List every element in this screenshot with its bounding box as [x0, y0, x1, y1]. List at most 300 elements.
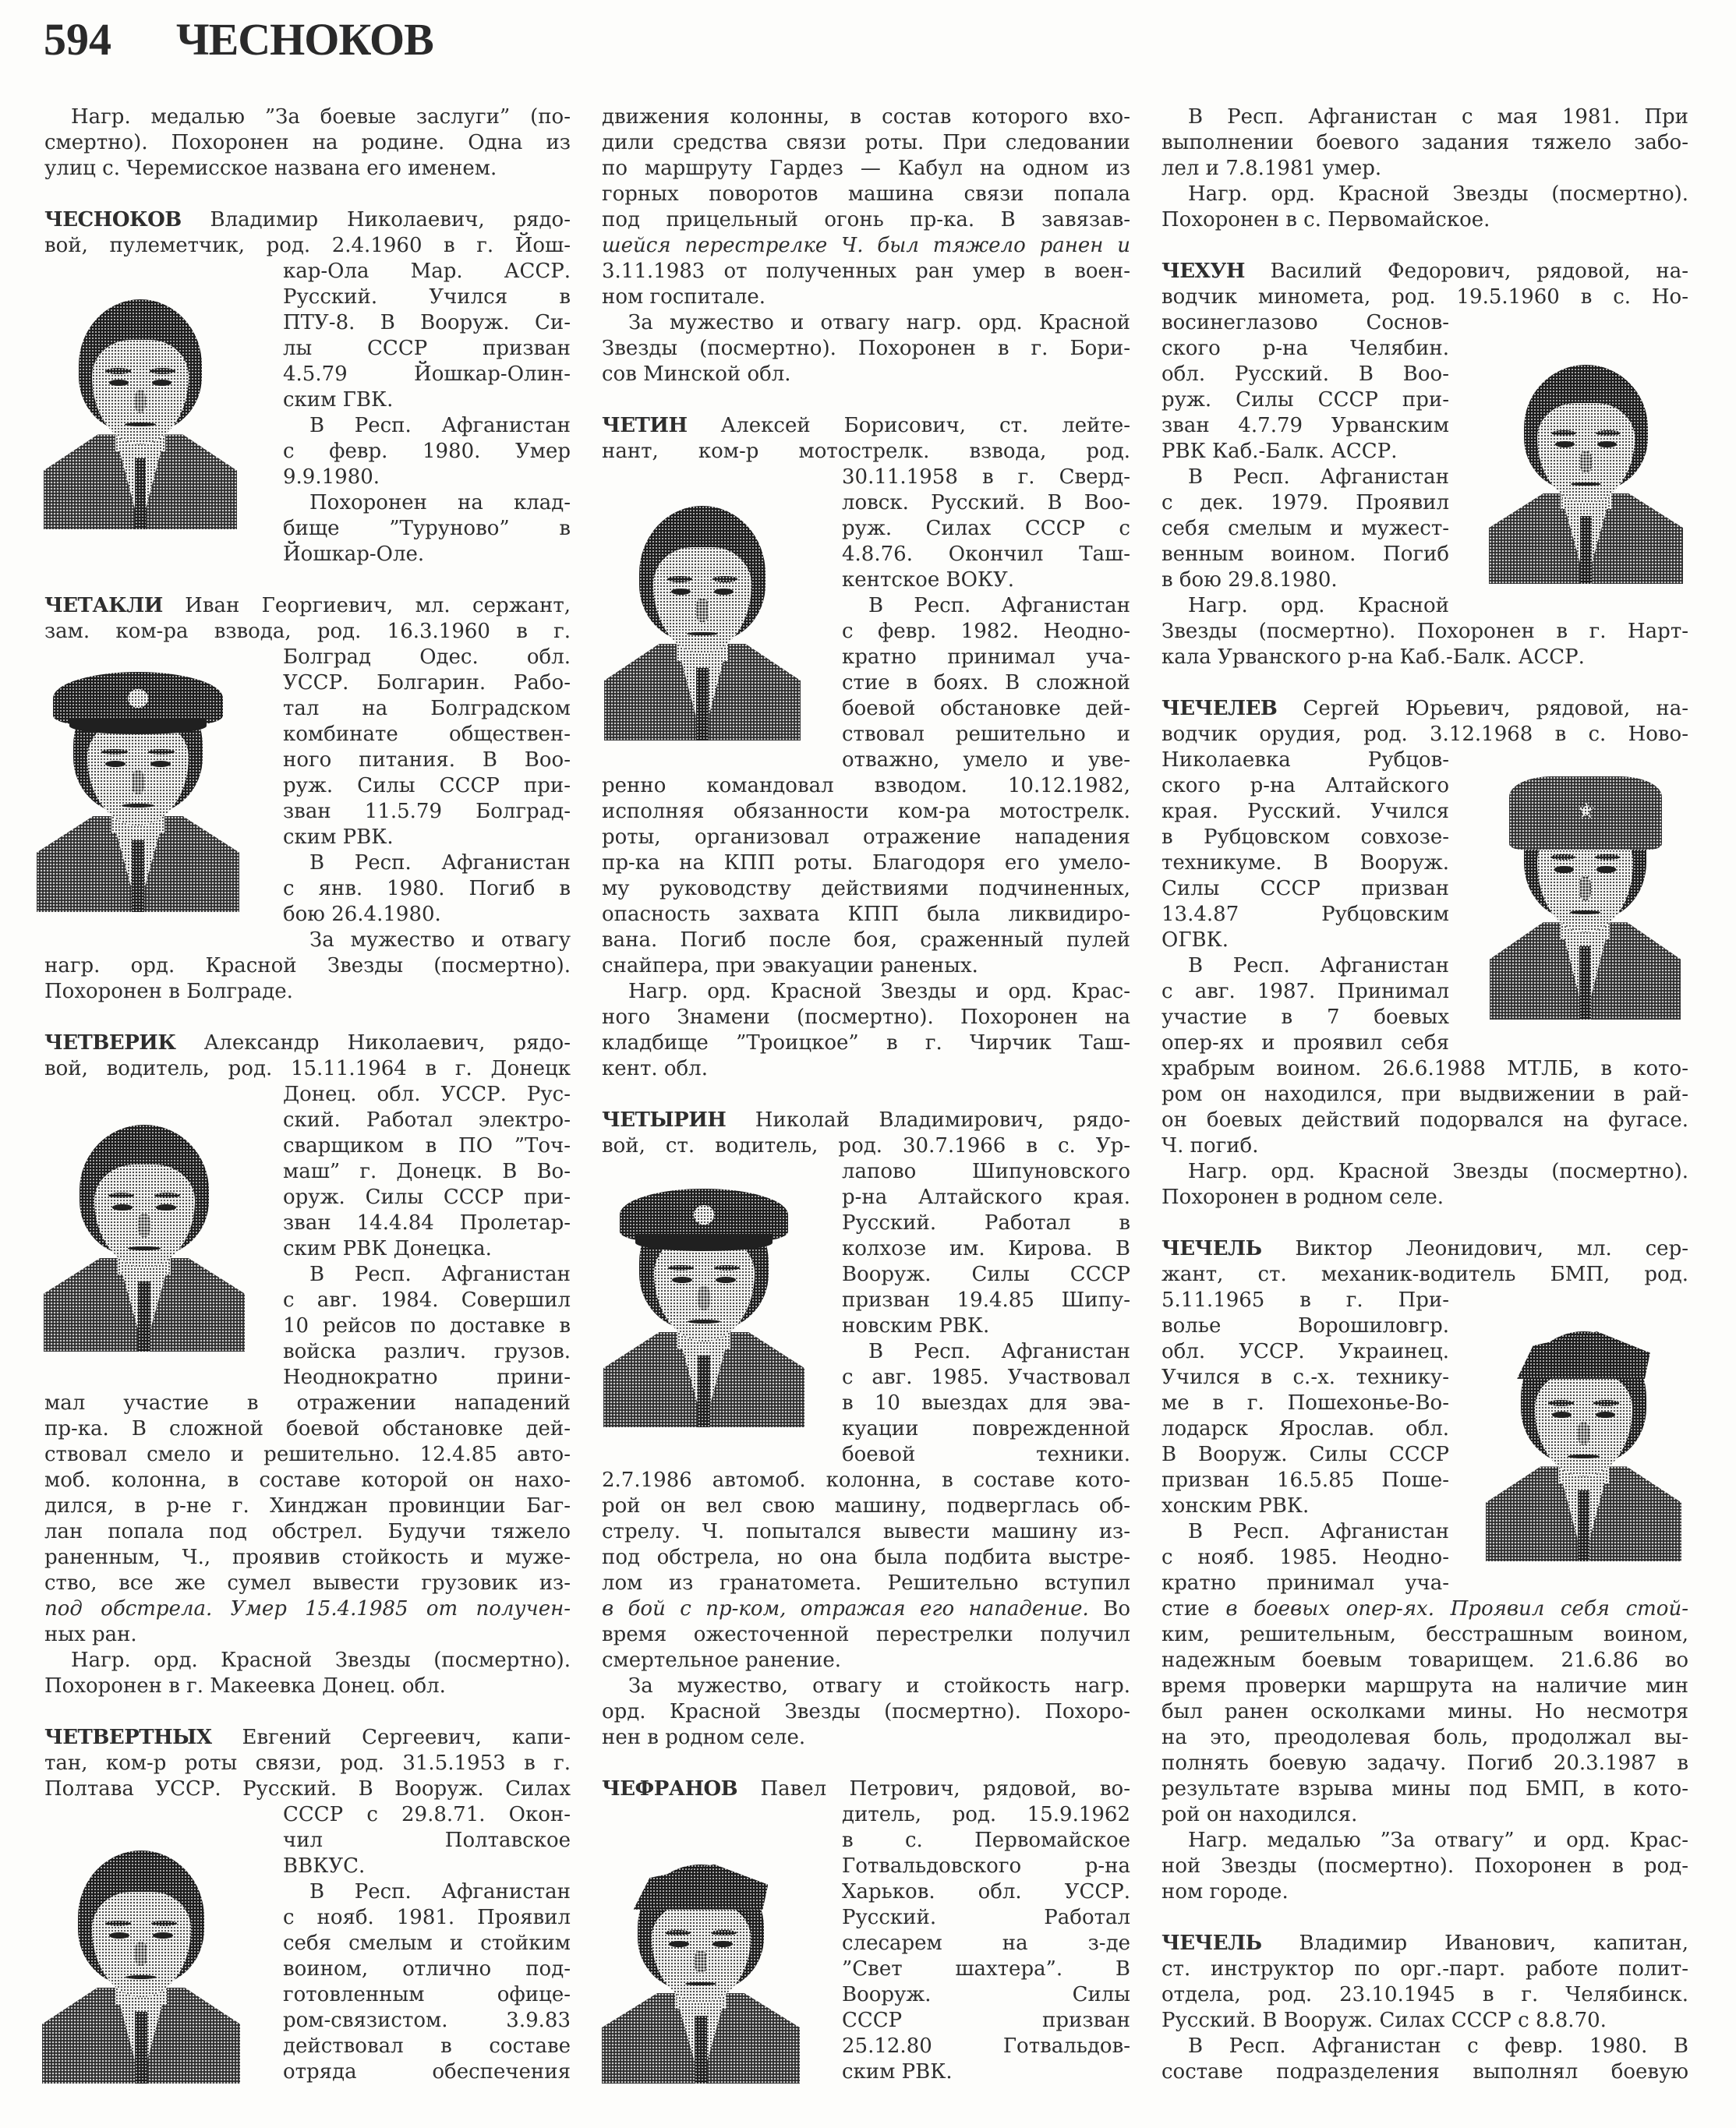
text-segment: Нагр. орд. Красной Звезды (посмертно). — [1188, 182, 1688, 206]
text-line — [44, 1056, 571, 1082]
portrait-pilotka — [634, 1865, 769, 1910]
line-text — [602, 337, 1130, 360]
text-line — [1161, 1468, 1449, 1493]
line-text — [1161, 1546, 1449, 1569]
text-segment: лы СССР призван — [283, 337, 571, 360]
line-text — [1188, 2034, 1688, 2058]
text-segment: оруж. Силы СССР при- — [283, 1186, 571, 1209]
portrait-photo — [44, 1118, 245, 1352]
text-segment: с дек. 1979. Проявил — [1161, 491, 1449, 514]
line-text — [1161, 1237, 1688, 1260]
text-segment: В Респ. Афганистан — [309, 1880, 571, 1904]
line-text — [1161, 1777, 1688, 1801]
text-line — [1161, 1982, 1688, 2008]
text-line — [283, 516, 571, 542]
line-text — [842, 1263, 1130, 1286]
line-text — [71, 105, 571, 129]
line-text — [842, 2060, 953, 2084]
text-segment: комбинате обществен- — [283, 723, 571, 746]
line-text — [842, 517, 1130, 540]
text-line — [283, 1905, 571, 1931]
text-segment: ский. Работал электро- — [283, 1108, 571, 1132]
text-segment: ренно командовал взводом. 10.12.1982, — [602, 774, 1130, 797]
text-segment: улиц с. Черемисское названа его именем. — [44, 157, 497, 180]
line-text — [602, 1571, 1130, 1595]
line-text — [842, 491, 1130, 514]
line-text — [309, 928, 571, 952]
text-line — [1161, 850, 1449, 876]
line-text — [602, 131, 1130, 154]
line-text — [1188, 465, 1449, 489]
italic-text-segment: в боевых опер-ях. Проявил себя стой- — [1225, 1597, 1688, 1621]
text-segment: ским РВК Донецка. — [283, 1237, 492, 1260]
text-segment: стрелу. Ч. попытался вывести машину из- — [602, 1520, 1130, 1543]
text-line — [602, 1056, 1130, 1082]
text-segment: ским РВК. — [283, 825, 394, 849]
portrait-eye-left — [1554, 866, 1574, 872]
text-segment: Павел Петрович, рядовой, во- — [760, 1777, 1130, 1801]
text-segment: составе подразделения выполнял боевую — [1161, 2060, 1688, 2084]
line-text — [1161, 568, 1338, 592]
text-segment: нагр. орд. Красной Звезды (посмертно). — [44, 954, 571, 977]
text-line — [44, 104, 571, 130]
portrait-brow-left — [667, 576, 693, 581]
text-segment: водчик миномета, род. 19.5.1960 в с. Но- — [1161, 285, 1688, 309]
text-line — [602, 773, 1130, 799]
text-line — [283, 1108, 571, 1133]
text-segment: орд. Красной Звезды (посмертно). Похоро- — [602, 1700, 1130, 1723]
text-line — [44, 207, 571, 233]
entry-surname: ЧЕЧЕЛЕВ — [1161, 697, 1278, 720]
portrait-mouth — [1571, 483, 1602, 486]
text-line — [44, 156, 571, 182]
portrait-brow-left — [1548, 1400, 1574, 1405]
text-line — [842, 1365, 1130, 1391]
text-segment: Харьков. обл. УССР. — [842, 1880, 1130, 1904]
portrait-eye-left — [672, 1277, 692, 1283]
text-line — [44, 1571, 571, 1596]
text-line — [44, 1596, 571, 1622]
text-line — [283, 1802, 571, 1828]
text-segment: тан, ком-р роты связи, род. 31.5.1953 в г. — [44, 1752, 571, 1775]
line-text — [1161, 903, 1449, 926]
text-segment: В Респ. Афганистан — [309, 1263, 571, 1286]
text-segment: Звезды (посмертно). Похоронен в г. Нарт- — [1161, 620, 1688, 643]
line-text — [44, 1520, 571, 1543]
text-segment: себя смелым и мужест- — [1161, 517, 1449, 540]
text-segment: слесарем на з-де — [842, 1932, 1130, 1955]
line-text — [1161, 620, 1688, 643]
portrait-eye-left — [109, 1932, 129, 1939]
entry-surname: ЧЕТВЕРТНЫХ — [44, 1726, 212, 1749]
portrait-tie — [1578, 1490, 1589, 1561]
text-line — [602, 285, 1130, 310]
text-line — [842, 748, 1130, 773]
line-text — [1161, 877, 1449, 900]
text-segment: жант, ст. механик-водитель БМП, род. — [1161, 1263, 1688, 1286]
text-line — [1161, 465, 1449, 490]
portrait-eye-left — [669, 1941, 688, 1947]
line-text — [628, 311, 1130, 334]
text-line — [283, 2008, 571, 2034]
text-line — [1161, 979, 1449, 1005]
text-line — [283, 336, 571, 362]
page-number: 594 — [44, 14, 111, 65]
line-text — [1161, 1623, 1688, 1646]
portrait-brow-right — [151, 1921, 177, 1926]
text-segment: В Респ. Афганистан — [1188, 954, 1449, 977]
text-segment: 3.11.1983 от полученных ран умер в воен- — [602, 260, 1130, 283]
line-text — [1161, 800, 1449, 823]
text-segment: полнять боевую задачу. Погиб 20.3.1987 в — [1161, 1752, 1688, 1775]
text-segment: маш” г. Донецк. В Во- — [283, 1160, 571, 1183]
text-line — [283, 1288, 571, 1313]
text-line — [602, 1674, 1130, 1699]
text-line — [842, 670, 1130, 696]
line-text — [842, 568, 1014, 592]
portrait-tie — [698, 1356, 709, 1427]
text-segment: Николай Владимирович, рядо- — [755, 1108, 1130, 1132]
line-text — [602, 1469, 1130, 1492]
portrait-eye-left — [1555, 441, 1575, 447]
portrait-brow-right — [148, 749, 175, 755]
text-line — [1161, 1005, 1449, 1030]
line-text — [283, 774, 571, 797]
text-line — [602, 825, 1130, 850]
text-line — [1161, 1416, 1449, 1442]
line-text — [602, 1057, 708, 1080]
line-text — [1161, 723, 1688, 746]
text-line — [1161, 593, 1449, 619]
line-text — [602, 440, 1130, 463]
text-line — [1161, 182, 1688, 207]
portrait-nose — [135, 390, 147, 413]
line-text — [602, 182, 1130, 206]
line-text — [1188, 954, 1449, 977]
line-text — [1161, 208, 1490, 232]
line-text — [283, 337, 571, 360]
line-text — [1161, 1134, 1258, 1158]
portrait-eye-right — [153, 1932, 172, 1939]
line-text — [842, 543, 1130, 566]
text-segment: бою 26.4.1980. — [283, 903, 441, 926]
text-line — [602, 439, 1130, 465]
line-text — [283, 1983, 571, 2006]
portrait-eye-right — [1596, 866, 1616, 872]
text-segment: кентское ВОКУ. — [842, 568, 1015, 592]
text-line — [1161, 156, 1688, 182]
text-line — [283, 1365, 571, 1391]
line-text — [44, 1571, 571, 1595]
portrait-photo — [603, 1189, 804, 1427]
text-line — [44, 1725, 571, 1751]
entry-surname: ЧЕТАКЛИ — [44, 594, 163, 617]
text-segment: руж. Силы СССР при- — [283, 774, 571, 797]
text-line — [283, 1982, 571, 2008]
text-segment: Александр Николаевич, рядо- — [203, 1031, 571, 1055]
text-segment: руж. Силах СССР с — [842, 517, 1130, 540]
text-segment: ной Звезды (посмертно). Похоронен в род- — [1161, 1854, 1688, 1878]
portrait-tie — [1580, 516, 1592, 584]
text-segment: кала Урванского р-на Каб.-Балк. АССР. — [1161, 645, 1585, 669]
line-text — [1161, 1314, 1449, 1338]
text-line — [1161, 387, 1449, 413]
line-text — [1161, 1186, 1444, 1209]
text-line — [842, 1185, 1130, 1211]
text-line — [842, 2008, 1130, 2034]
line-text — [1161, 2009, 1607, 2032]
text-segment: Русский. В Вооруж. Силах СССР с 8.8.70. — [1161, 2009, 1607, 2032]
text-segment: ПТУ-8. В Вооруж. Си- — [283, 311, 571, 334]
text-segment: с февр. 1982. Неодно- — [842, 620, 1130, 643]
text-segment: опер-ях и проявил себя — [1161, 1031, 1449, 1055]
line-text — [1161, 1700, 1688, 1723]
entry-surname: ЧЕХУН — [1161, 260, 1245, 283]
text-segment: Йошкар-Оле. — [283, 543, 425, 566]
text-segment: движения колонны, в состав которого вхо- — [602, 105, 1130, 129]
text-segment: 30.11.1958 в г. Сверд- — [842, 465, 1130, 489]
portrait-tie — [1579, 946, 1591, 1020]
line-text — [602, 954, 978, 977]
portrait-cap-badge — [694, 1205, 714, 1224]
text-segment: ст. инструктор по орг.-парт. работе полит- — [1161, 1957, 1688, 1981]
text-segment: опасность захвата КПП была ликвидиро- — [602, 903, 1130, 926]
text-line — [283, 748, 571, 773]
text-segment: водчик орудия, род. 3.12.1968 в с. Ново- — [1161, 723, 1688, 746]
line-text — [1161, 697, 1688, 720]
text-line — [283, 2059, 571, 2085]
text-segment: вана. Погиб после боя, сраженный пулей — [602, 928, 1130, 952]
line-text — [283, 645, 571, 669]
text-line — [1161, 259, 1688, 285]
line-text — [1161, 980, 1449, 1003]
text-segment: участие в 7 боевых — [1161, 1006, 1449, 1029]
text-segment: мал участие в отражении нападений — [44, 1391, 571, 1415]
portrait-brow-left — [1551, 430, 1576, 436]
text-segment: За мужество и отвагу нагр. орд. Красной — [628, 311, 1130, 334]
text-segment: 9.9.1980. — [283, 465, 380, 489]
text-segment: раненным, Ч., проявив стойкость и муже- — [44, 1546, 571, 1569]
text-line — [283, 490, 571, 516]
line-text — [602, 877, 1130, 900]
text-segment: ского р-на Алтайского — [1161, 774, 1449, 797]
text-segment: вой, пулеметчик, род. 2.4.1960 в г. Йош- — [44, 234, 571, 257]
text-line — [283, 387, 571, 413]
line-text — [283, 2009, 571, 2032]
text-segment: За мужество, отвагу и стойкость нагр. — [628, 1674, 1130, 1698]
text-line — [44, 1416, 571, 1442]
text-line — [1161, 1159, 1688, 1185]
line-text — [283, 1288, 571, 1312]
line-text — [842, 1160, 1130, 1183]
text-line — [602, 928, 1130, 953]
text-line — [602, 310, 1130, 336]
line-text — [283, 1932, 571, 1955]
portrait-tie — [135, 458, 147, 529]
text-line — [44, 593, 571, 619]
text-line — [602, 362, 1130, 387]
text-line — [842, 1159, 1130, 1185]
text-segment: техникуме. В Вооруж. — [1161, 851, 1449, 875]
text-segment: с янв. 1980. Погиб в — [283, 877, 571, 900]
line-text — [283, 1083, 571, 1106]
text-segment: с авг. 1987. Принимал — [1161, 980, 1449, 1003]
text-line — [842, 542, 1130, 567]
text-line — [44, 1030, 571, 1056]
text-line — [283, 310, 571, 336]
text-segment: сварщиком в ПО ”Точ- — [283, 1134, 571, 1158]
text-line — [283, 439, 571, 465]
line-text — [283, 362, 571, 386]
text-line — [1161, 1493, 1449, 1519]
text-segment: надежным боевым товарищем. 21.6.86 во — [1161, 1649, 1688, 1672]
text-segment: Похоронен в родном селе. — [1161, 1186, 1444, 1209]
text-segment: время проверки маршрута на наличие мин — [1161, 1674, 1688, 1698]
portrait-brow-left — [101, 749, 128, 755]
entry-surname: ЧЕСНОКОВ — [44, 208, 182, 232]
text-line — [283, 1854, 571, 1879]
line-text — [1161, 337, 1449, 360]
text-segment: Нагр. орд. Красной Звезды (посмертно). — [1188, 1160, 1688, 1183]
portrait-eye-right — [712, 1941, 732, 1947]
text-segment: дился, в р-не г. Хинджан провинции Баг- — [44, 1494, 571, 1518]
line-text — [1161, 1726, 1688, 1749]
running-head-word: ЧЕСНОКОВ — [176, 14, 433, 65]
line-text — [44, 1469, 571, 1492]
text-line — [602, 182, 1130, 207]
portrait-brow-right — [711, 1930, 737, 1935]
text-line — [1161, 1931, 1688, 1957]
text-segment: В Респ. Афганистан с мая 1981. При — [1188, 105, 1688, 129]
text-segment: тал на Болградском — [283, 697, 571, 720]
text-line — [283, 773, 571, 799]
text-segment: ОГВК. — [1161, 928, 1229, 952]
line-text — [602, 903, 1130, 926]
text-segment: р-на Алтайского края. — [842, 1186, 1130, 1209]
text-line — [1161, 2008, 1688, 2034]
line-text — [602, 1649, 841, 1672]
text-line — [283, 285, 571, 310]
text-line — [283, 670, 571, 696]
text-line — [44, 130, 571, 156]
portrait-tie — [135, 2012, 147, 2084]
line-text — [1161, 1674, 1688, 1698]
text-segment: Болград Одес. обл. — [283, 645, 571, 669]
text-segment: воином, отлично под- — [283, 1957, 571, 1981]
line-text — [1161, 774, 1449, 797]
text-line — [842, 696, 1130, 722]
portrait-eye-right — [150, 761, 171, 767]
text-line — [1161, 953, 1449, 979]
text-segment: руж. Силы СССР при- — [1161, 388, 1449, 412]
text-segment: волье Ворошиловгр. — [1161, 1314, 1449, 1338]
text-segment: В Респ. Афганистан — [1188, 465, 1449, 489]
portrait-photo — [602, 1858, 800, 2084]
text-segment: отважно, умело и уве- — [842, 748, 1130, 772]
line-text — [1161, 414, 1449, 437]
line-text — [44, 620, 571, 643]
text-line — [602, 1030, 1130, 1056]
line-text — [842, 620, 1130, 643]
line-text — [44, 131, 571, 154]
text-line — [44, 1648, 571, 1674]
line-text — [602, 260, 1130, 283]
text-line — [1161, 490, 1449, 516]
line-text — [44, 980, 293, 1003]
line-text — [602, 1777, 1130, 1801]
text-line — [602, 902, 1130, 928]
line-text — [283, 1211, 571, 1235]
line-text — [1188, 1520, 1449, 1543]
text-line — [283, 1262, 571, 1288]
line-text — [1161, 2060, 1688, 2084]
line-text — [283, 903, 441, 926]
portrait-nose — [696, 598, 708, 622]
line-text — [842, 748, 1130, 772]
line-text — [602, 234, 1130, 257]
line-text — [1161, 1443, 1449, 1466]
text-segment: ским РВК. — [842, 2060, 953, 2084]
text-segment: с нояб. 1981. Проявил — [283, 1906, 571, 1929]
line-text — [44, 954, 571, 977]
portrait-nose — [698, 1286, 709, 1310]
text-segment: ским ГВК. — [283, 388, 394, 412]
text-segment: храбрым воином. 26.6.1988 МТЛБ, в кото- — [1161, 1057, 1688, 1080]
line-text — [602, 1520, 1130, 1543]
text-line — [1161, 413, 1449, 439]
italic-text-segment: под обстрела. Умер 15.4.1985 от получен- — [44, 1597, 571, 1621]
text-line — [602, 1648, 1130, 1674]
text-segment: вой, водитель, род. 15.11.1964 в г. Донецк — [44, 1057, 571, 1080]
text-line — [1161, 1699, 1688, 1725]
text-line — [1161, 1854, 1688, 1879]
text-segment: войска различ. грузов. — [283, 1340, 571, 1363]
text-line — [842, 1802, 1130, 1828]
line-text — [44, 1057, 571, 1080]
text-segment: СССР с 29.8.71. Окон- — [283, 1803, 571, 1826]
text-segment: Нагр. орд. Красной Звезды (посмертно). — [71, 1649, 571, 1672]
portrait-eye-left — [112, 1204, 133, 1211]
text-line — [602, 1622, 1130, 1648]
text-segment: ловск. Русский. В Воо- — [842, 491, 1130, 514]
text-line — [44, 1442, 571, 1468]
text-segment: вой, ст. водитель, род. 30.7.1966 в с. Ур- — [602, 1134, 1130, 1158]
line-text — [283, 1108, 571, 1132]
text-line — [283, 2034, 571, 2059]
text-segment: ”Свет шахтера”. В — [842, 1957, 1130, 1981]
line-text — [1161, 311, 1449, 334]
text-line — [842, 516, 1130, 542]
text-segment: с нояб. 1985. Неодно- — [1161, 1546, 1449, 1569]
text-segment: дитель, род. 15.9.1962 — [842, 1803, 1130, 1826]
text-line — [842, 619, 1130, 645]
line-text — [283, 877, 571, 900]
text-segment: Николаевка Рубцов- — [1161, 748, 1449, 772]
line-text — [309, 491, 571, 514]
text-segment: он боевых действий подорвался на фугасе. — [1161, 1108, 1688, 1132]
text-line — [1161, 696, 1688, 722]
portrait-brow-left — [105, 368, 130, 373]
text-segment: стие — [1161, 1597, 1226, 1621]
text-line — [602, 336, 1130, 362]
text-line — [602, 1005, 1130, 1030]
line-text — [309, 1880, 571, 1904]
line-text — [842, 1366, 1130, 1389]
text-line — [44, 1519, 571, 1545]
text-segment: был ранен осколками мины. Но несмотря — [1161, 1700, 1688, 1723]
line-text — [842, 1186, 1130, 1209]
text-line — [1161, 310, 1449, 336]
